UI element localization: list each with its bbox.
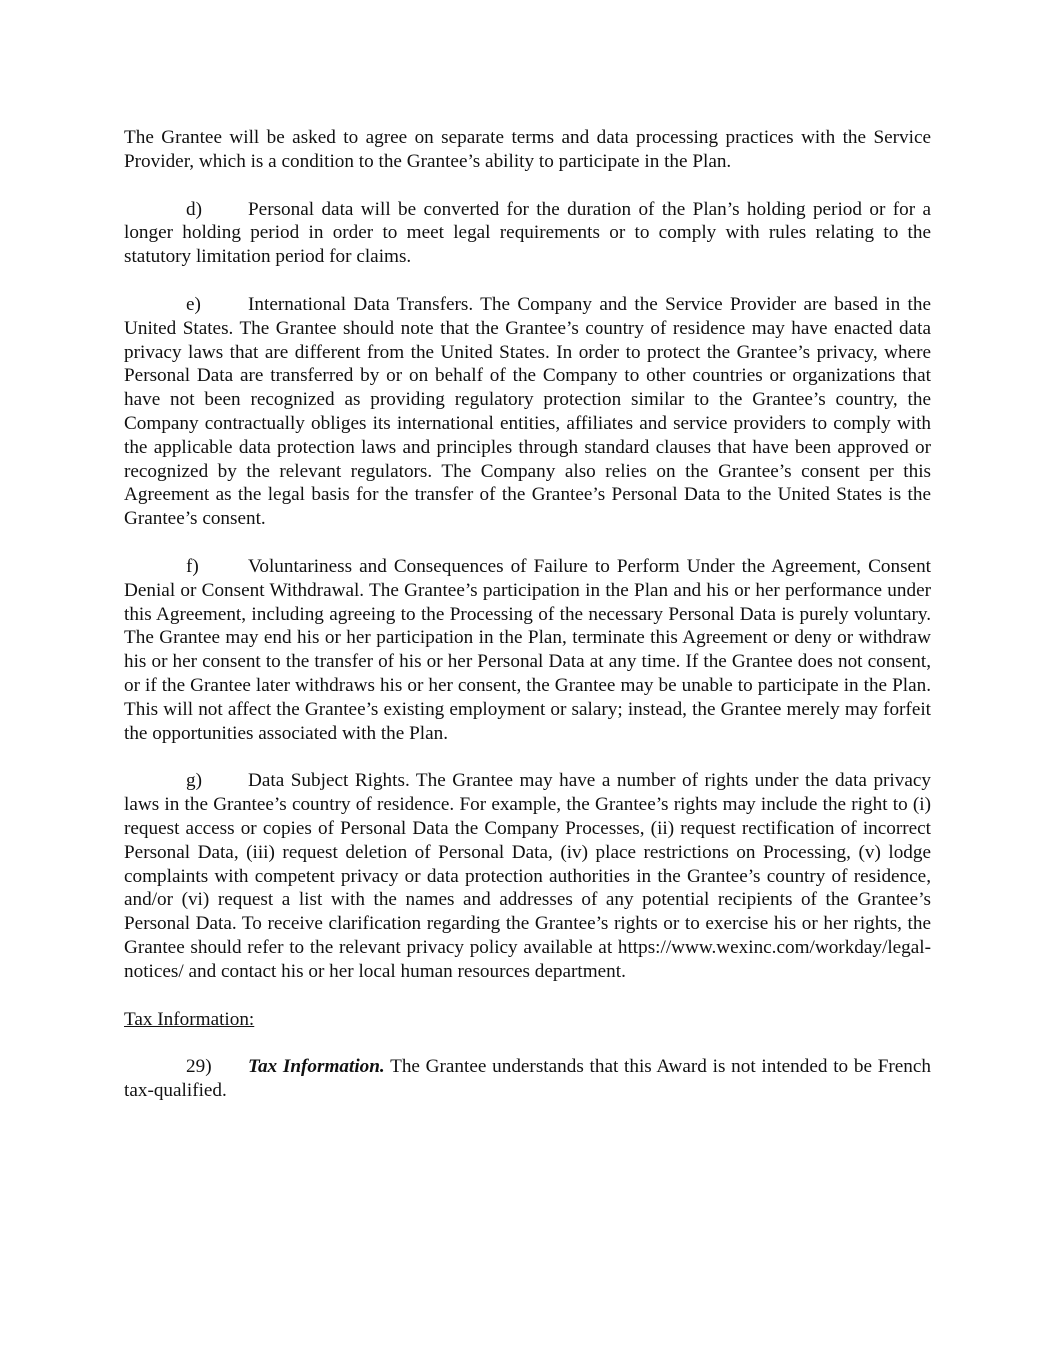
paragraph-f <box>124 555 931 745</box>
paragraph-e <box>124 293 931 531</box>
paragraph-marker: 29) <box>186 1056 212 1078</box>
paragraph-marker: f) <box>186 555 199 577</box>
paragraph-text: The Grantee understands that this Award is not intended to be French tax-qualified. <box>124 1056 931 1102</box>
tax-information-heading: Tax Information: <box>124 1008 255 1030</box>
paragraph-d <box>124 198 931 269</box>
paragraph-text: International Data Transfers. The Company and the Service Provider are based in the United States. The Grantee should note that the Grantee’s country of residence may have enacted data privacy laws that are different from the United States. In order to protect the Grantee’s privacy, where Personal Data are transferred by or on behalf of the Company to other countries or organizations that have not been recognized as providing regulatory protection similar to the Grantee’s country, the Company contractually obliges its international entities, affiliates and service providers to comply with the applicable data protection laws and principles through standard clauses that have been approved or recognized by the relevant regulators. The Company also relies on the Grantee’s consent per this Agreement as the legal basis for the transfer of the Grantee’s Personal Data to the United States is the Grantee’s consent. <box>124 293 931 530</box>
paragraph-g <box>124 769 931 983</box>
paragraph-29 <box>124 1055 931 1103</box>
intro-paragraph: The Grantee will be asked to agree on separate terms and data processing practices with the Service Provider, which is a condition to the Grantee’s ability to participate in the Plan. <box>124 127 931 172</box>
paragraph-title: Tax Information. <box>248 1056 385 1078</box>
document-page <box>124 126 931 1127</box>
paragraph-text: Personal data will be converted for the duration of the Plan’s holding period or for a longer holding period in order to meet legal requirements or to comply with rules relating to the statutory limitation period for claims. <box>124 198 931 268</box>
paragraph-marker: d) <box>186 198 202 220</box>
paragraph-marker: g) <box>186 770 202 792</box>
paragraph-text: Voluntariness and Consequences of Failure to Perform Under the Agreement, Consent Denial or Consent Withdrawal. The Grantee’s participation in the Plan and his or her performance under this Agreement, including agreeing to the Processing of the necessary Personal Data is purely voluntary. The Grantee may end his or her participation in the Plan, terminate this Agreement or deny or withdraw his or her consent to the transfer of his or her Personal Data at any time. If the Grantee does not consent, or if the Grantee later withdraws his or her consent, the Grantee may be unable to participate in the Plan. This will not affect the Grantee’s existing employment or salary; instead, the Grantee merely may forfeit the opportunities associated with the Plan. <box>124 555 931 744</box>
paragraph-text: Data Subject Rights. The Grantee may have a number of rights under the data privacy laws in the Grantee’s country of residence. For example, the Grantee’s rights may include the right to (i) request access or copies of Personal Data the Company Processes, (ii) request rectification of incorrect Personal Data, (iii) request deletion of Personal Data, (iv) place restrictions on Processing, (v) lodge complaints with competent privacy or data protection authorities in the Grantee’s country of residence, and/or (vi) request a list with the names and addresses of any potential recipients of the Grantee’s Personal Data. To receive clarification regarding the Grantee’s rights or to exercise his or her rights, the Grantee should refer to the relevant privacy policy available at https://www.wexinc.com/workday/legal-notices/ and contact his or her local human resources department. <box>124 770 931 982</box>
paragraph-marker: e) <box>186 293 201 315</box>
